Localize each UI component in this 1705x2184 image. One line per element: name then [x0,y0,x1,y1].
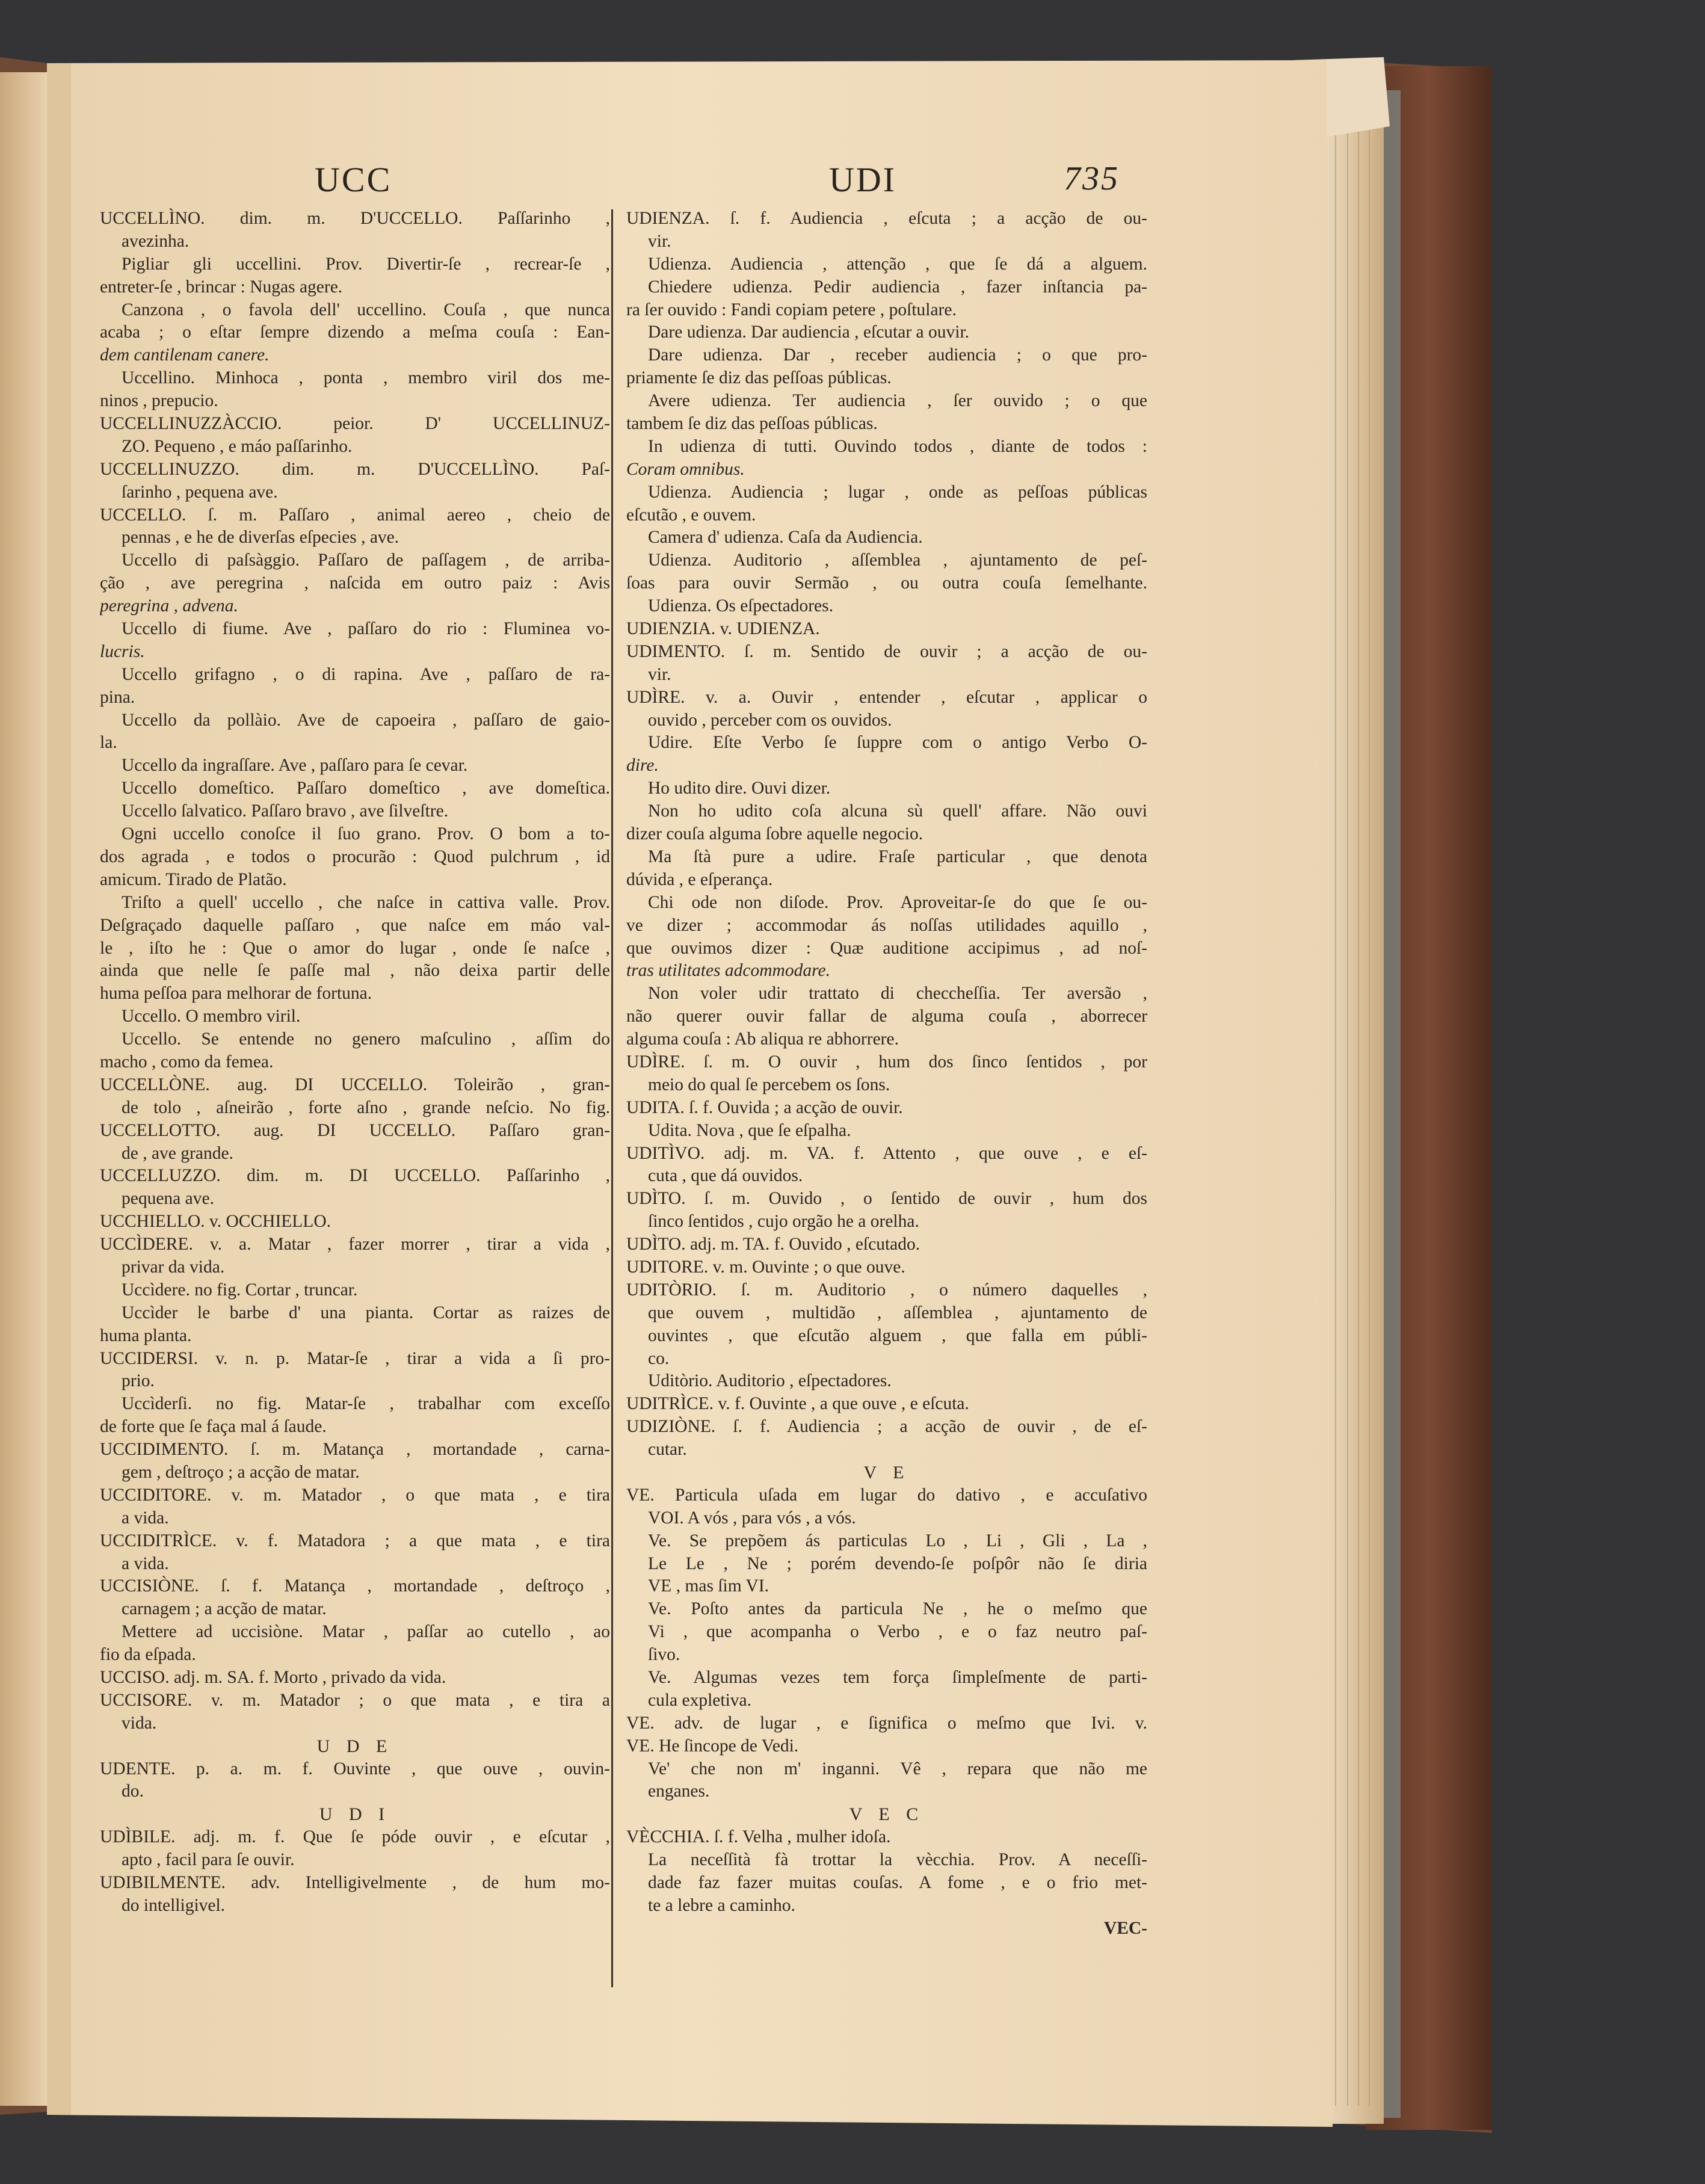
entry-line: dos agrada , e todos o procurão : Quod pulchrum , id [100,847,610,866]
entry-line: UDIZIÒNE. ſ. f. Audiencia ; a acção de ouvir , de eſ- [626,1417,1147,1437]
entry-line: de forte que ſe faça mal á ſaude. [100,1417,327,1437]
entry-line: UDIBILMENTE. adv. Intelligivelmente , de hum mo- [100,1873,610,1893]
entry-line: VEC- [1103,1918,1147,1938]
entry-line: vir. [648,231,671,251]
entry-line: Chi ode non diſode. Prov. Aproveitar-ſe do que ſe ou- [648,892,1147,912]
entry-line: UCCHIELLO. v. OCCHIELLO. [100,1212,331,1232]
entry-line: Uccellino. Minhoca , ponta , membro viril dos me- [122,368,610,388]
entry-line: Uccìder le barbe d' una pianta. Cortar as raizes de [122,1303,610,1322]
entry-line: co. [648,1348,670,1368]
entry-line: Coram omnibus. [626,459,745,479]
entry-line: Ve. Se prepõem ás particulas Lo , Li , Gli , La , [648,1531,1147,1550]
entry-line: peregrina , advena. [100,596,238,616]
entry-line: dúvida , e eſperança. [626,869,773,889]
entry-line: UCCELLÒNE. aug. DI UCCELLO. Toleirão , gran- [100,1075,610,1094]
entry-line: UCCÌDERE. v. a. Matar , fazer morrer , tirar a vida , [100,1235,610,1254]
entry-line: V E C [849,1804,925,1825]
entry-line: pennas , e he de diverſas eſpecies , ave. [122,528,399,548]
entry-line: do. [122,1781,144,1801]
left-column [100,208,610,1917]
entry-line: pina. [100,687,135,707]
entry-line: gem , deſtroço ; a acção de matar. [122,1462,360,1482]
entry-line: fio da eſpada. [100,1645,196,1665]
entry-line: ouvintes , que eſcutão alguem , que falla em públi- [648,1325,1147,1345]
entry-line: UDÌRE. ſ. m. O ouvir , hum dos ſinco ſentidos , por [626,1052,1147,1072]
entry-line: tras utilitates adcommodare. [626,961,830,981]
entry-line: Ve. Poſto antes da particula Ne , he o meſmo que [648,1599,1147,1619]
entry-line: Uccìdere. no fig. Cortar , truncar. [122,1280,358,1300]
entry-line: VE. adv. de lugar , e ſignifica o meſmo que Ivi. v. [626,1713,1147,1733]
entry-line: UDITRÌCE. v. f. Ouvinte , a que ouve , e eſcuta. [626,1394,969,1414]
entry-line: UDÌTO. ſ. m. Ouvido , o ſentido de ouvir , hum dos [626,1189,1147,1209]
entry-line: Uccello di paſsàggio. Paſſaro de paſſagem , de arriba- [122,551,610,570]
entry-line: Ma ſtà pure a udire. Fraſe particular , que denota [648,847,1147,866]
entry-line: UCCELLO. ſ. m. Paſſaro , animal aereo , cheio de [100,505,610,525]
entry-line: apto , facil para ſe ouvir. [122,1850,295,1870]
entry-line: priamente ſe diz das peſſoas públicas. [626,368,892,388]
entry-line: UCCELLINUZZO. dim. m. D'UCCELLÌNO. Paſ- [100,459,610,479]
entry-line: UCCIDITRÌCE. v. f. Matadora ; a que mata , e tira [100,1531,610,1550]
entry-line: ſoas para ouvir Sermão , ou outra couſa ſemelhante. [626,573,1147,593]
entry-line: UCCIDIMENTO. ſ. m. Matança , mortandade , carna- [100,1440,610,1460]
entry-line: dem cantilenam canere. [100,345,270,365]
entry-line: lucris. [100,641,145,661]
entry-line: U D E [316,1736,393,1756]
entry-line: de , ave grande. [122,1143,233,1163]
right-column [626,208,1147,1940]
entry-line: huma peſſoa para melhorar de fortuna. [100,984,372,1004]
entry-line: In udienza di tutti. Ouvindo todos , diante de todos : [648,436,1147,456]
entry-line: vida. [122,1713,157,1733]
entry-line: Uccello da ingraſſare. Ave , paſſaro para ſe cevar. [122,756,468,776]
entry-line: UCCIDITORE. v. m. Matador , o que mata , e tira [100,1485,610,1505]
entry-line: a vida. [122,1508,169,1528]
entry-line: Udienza. Audiencia , attenção , que ſe dá a alguem. [648,254,1147,274]
entry-line: le , iſto he : Que o amor do lugar , onde ſe naſce , [100,938,610,958]
entry-line: Dare udienza. Dar , receber audiencia ; o que pro- [648,345,1147,365]
entry-line: eſcutão , e ouvem. [626,505,756,525]
entry-line: U D I [319,1804,391,1825]
entry-line: Uccello da pollàio. Ave de capoeira , paſſaro de gaio- [122,710,610,730]
entry-line: te a lebre a caminho. [648,1895,795,1915]
entry-line: Udienza. Audiencia ; lugar , onde as peſſoas públicas [648,482,1147,502]
entry-line: UDITÌVO. adj. m. VA. f. Attento , que ouve , e eſ- [626,1143,1147,1163]
entry-line: UDÌTO. adj. m. TA. f. Ouvido , eſcutado. [626,1235,920,1254]
entry-line: Triſto a quell' uccello , che naſce in cattiva valle. Prov. [122,892,610,912]
entry-line: UCCIDERSI. v. n. p. Matar-ſe , tirar a vida a ſi pro- [100,1348,610,1368]
entry-line: UDÌBILE. adj. m. f. Que ſe póde ouvir , e eſcutar , [100,1827,610,1847]
entry-line: Ve' che non m' inganni. Vê , repara que não me [648,1759,1147,1778]
entry-line: Vi , que acompanha o Verbo , e o faz neutro paſ- [648,1622,1147,1642]
entry-line: avezinha. [122,231,190,251]
entry-line: Uccello di fiume. Ave , paſſaro do rio : Fluminea vo- [122,619,610,639]
entry-line: UCCELLINUZZÀCCIO. peior. D' UCCELLINUZ- [100,414,610,434]
entry-line: La neceſſità fà trottar la vècchia. Prov. A neceſſi- [648,1850,1147,1870]
entry-line: ZO. Pequeno , e máo paſſarinho. [122,436,353,456]
entry-line: UCCISORE. v. m. Matador ; o que mata , e tira a [100,1690,610,1710]
entry-line: entreter-ſe , brincar : Nugas agere. [100,277,343,297]
page-number: 735 [1064,160,1120,197]
entry-line: Udienza. Os eſpectadores. [648,596,833,616]
entry-line: Dare udienza. Dar audiencia , eſcutar a ouvir. [648,322,970,342]
entry-line: VE. Particula uſada em lugar do dativo , e accuſativo [626,1485,1147,1505]
entry-line: Uccello grifagno , o di rapina. Ave , paſſaro de ra- [122,664,610,684]
right-running-head: UDI [829,160,897,199]
entry-line: UDENTE. p. a. m. f. Ouvinte , que ouve , ouvin- [100,1759,610,1778]
entry-line: alguma couſa : Ab aliqua re abhorrere. [626,1029,899,1049]
entry-line: UCCELLOTTO. aug. DI UCCELLO. Paſſaro gran- [100,1120,610,1140]
entry-line: acaba ; o eſtar ſempre dizendo a meſma couſa : Ean- [100,322,610,342]
entry-line: ção , ave peregrina , naſcida em outro paiz : Avis [100,573,610,593]
entry-line: a vida. [122,1553,169,1573]
entry-line: Mettere ad uccisiòne. Matar , paſſar ao cutello , ao [122,1622,610,1642]
entry-line: cuta , que dá ouvidos. [648,1166,803,1186]
entry-line: amicum. Tirado de Platão. [100,869,287,889]
entry-line: dire. [626,756,659,776]
entry-line: Camera d' udienza. Caſa da Audiencia. [648,528,923,548]
entry-line: VÈCCHIA. ſ. f. Velha , mulher idoſa. [626,1827,891,1847]
entry-line: Canzona , o favola dell' uccellino. Couſa , que nunca [122,300,610,319]
entry-line: Deſgraçado daquelle paſſaro , que naſce em máo val- [100,915,610,935]
entry-line: que ouvem , multidão , aſſemblea , ajuntamento de [648,1303,1147,1322]
entry-line: pequena ave. [122,1189,214,1209]
entry-line: Ve. Algumas vezes tem força ſimpleſmente de parti- [648,1668,1147,1687]
entry-line: tambem ſe diz das peſſoas públicas. [626,414,878,434]
entry-line: UDITÒRIO. ſ. m. Auditorio , o número daquelles , [626,1280,1147,1300]
entry-line: ſivo. [648,1645,680,1665]
entry-line: privar da vida. [122,1257,225,1277]
entry-line: dizer couſa alguma ſobre aquelle negocio. [626,824,923,844]
entry-line: VE. He ſincope de Vedi. [626,1736,799,1756]
entry-line: huma planta. [100,1325,192,1345]
entry-line: do intelligivel. [122,1895,226,1915]
entry-line: ve dizer ; accommodar ás noſſas utilidades aquillo , [626,915,1147,935]
entry-line: ouvido , perceber com os ouvidos. [648,710,892,730]
entry-line: Uccello domeſtico. Paſſaro domeſtico , ave domeſtica. [122,779,610,798]
entry-line: enganes. [648,1781,710,1801]
entry-line: meio do qual ſe percebem os ſons. [648,1075,890,1094]
entry-line: UCCELLÌNO. dim. m. D'UCCELLO. Paſſarinho , [100,209,610,228]
entry-line: macho , como da femea. [100,1052,274,1072]
entry-line: ſarinho , pequena ave. [122,482,278,502]
entry-line: ainda que nelle ſe paſſe mal , não deixa partir delle [100,961,610,981]
entry-line: Ogni uccello conoſce il ſuo grano. Prov. O bom a to- [122,824,610,844]
entry-line: dade faz fazer muitas couſas. A fome , e o frio met- [648,1873,1147,1893]
entry-line: UCCISO. adj. m. SA. f. Morto , privado da vida. [100,1668,446,1687]
entry-line: Non ho udito coſa alcuna sù quell' affare. Não ouvi [648,801,1147,821]
entry-line: cula expletiva. [648,1690,752,1710]
entry-line: Pigliar gli uccellini. Prov. Divertir-ſe , recrear-ſe , [122,254,610,274]
left-running-head: UCC [315,160,392,199]
entry-line: não querer ouvir fallar de alguma couſa , aborrecer [626,1007,1147,1026]
entry-line: UDIMENTO. ſ. m. Sentido de ouvir ; a acção de ou- [626,641,1147,661]
dictionary-page [47,63,1328,2109]
column-divider [611,209,613,1987]
entry-line: Udienza. Auditorio , aſſemblea , ajuntamento de peſ- [648,551,1147,570]
entry-line: Uccello. Se entende no genero maſculino , aſſim do [122,1029,610,1049]
entry-line: ninos , prepucio. [100,391,218,411]
entry-line: Uditòrio. Auditorio , eſpectadores. [648,1371,892,1391]
entry-line: carnagem ; a acção de matar. [122,1599,327,1619]
entry-line: Uccìderſi. no fig. Matar-ſe , trabalhar com exceſſo [122,1394,610,1414]
entry-line: Le Le , Ne ; porém devendo-ſe poſpôr não ſe diria [648,1553,1147,1573]
entry-line: UDIENZIA. v. UDIENZA. [626,619,820,639]
entry-line: prio. [122,1371,155,1391]
entry-line: VOI. A vós , para vós , a vós. [648,1508,856,1528]
entry-line: de tolo , aſneirão , forte aſno , grande neſcio. No fig. [122,1097,610,1117]
entry-line: UDITA. ſ. f. Ouvida ; a acção de ouvir. [626,1097,903,1117]
entry-line: Avere udienza. Ter audiencia , ſer ouvido ; o que [648,391,1147,411]
entry-line: Ho udito dire. Ouvi dizer. [648,779,831,798]
entry-line: ſinco ſentidos , cujo orgão he a orelha. [648,1212,919,1232]
entry-line: Chiedere udienza. Pedir audiencia , fazer inſtancia pa- [648,277,1147,297]
entry-line: Uccello ſalvatico. Paſſaro bravo , ave ſilveſtre. [122,801,449,821]
entry-line: V E [863,1462,910,1482]
entry-line: vir. [648,664,671,684]
entry-line: ra ſer ouvido : Fandi copiam petere , poſtulare. [626,300,957,319]
entry-line: UDÌRE. v. a. Ouvir , entender , eſcutar , applicar o [626,687,1147,707]
entry-line: Udita. Nova , que ſe eſpalha. [648,1120,851,1140]
entry-line: UCCISIÒNE. ſ. f. Matança , mortandade , deſtroço , [100,1576,610,1596]
entry-line: que ouvimos dizer : Quæ auditione accipimus , ad noſ- [626,938,1147,958]
entry-line: UDIENZA. ſ. f. Audiencia , eſcuta ; a acção de ou- [626,209,1147,228]
entry-line: UDITORE. v. m. Ouvinte ; o que ouve. [626,1257,905,1277]
entry-line: Udire. Eſte Verbo ſe ſuppre com o antigo Verbo O- [648,733,1147,753]
entry-line: Non voler udir trattato di checcheſſia. Ter aversão , [648,984,1147,1004]
entry-line: VE , mas ſim VI. [648,1576,769,1596]
entry-line: cutar. [648,1440,687,1460]
entry-line: UCCELLUZZO. dim. m. DI UCCELLO. Paſſarinho , [100,1166,610,1186]
entry-line: la. [100,733,117,753]
entry-line: Uccello. O membro viril. [122,1007,301,1026]
